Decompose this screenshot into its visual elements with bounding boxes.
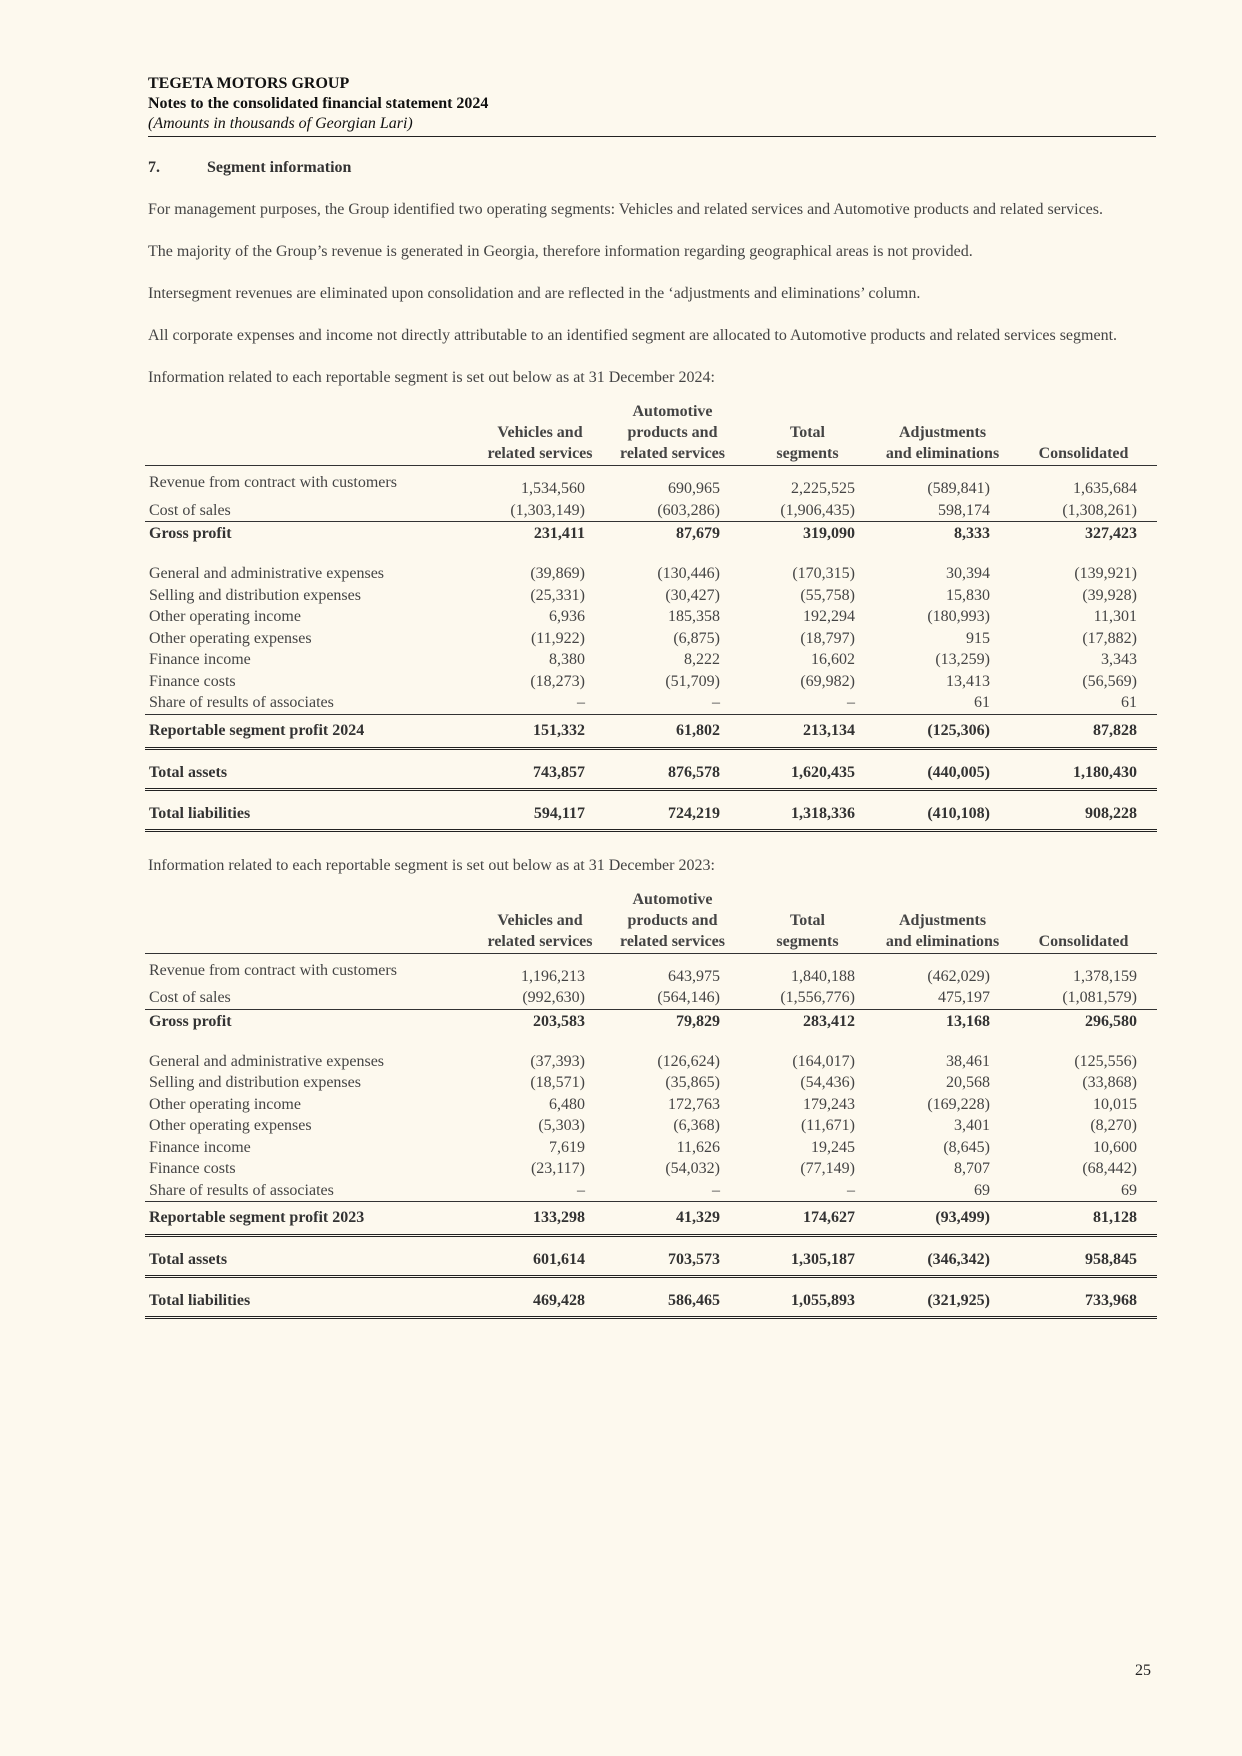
spacer-row: [145, 1033, 1157, 1051]
row-label: Gross profit: [149, 525, 232, 542]
cell-automotive: (54,032): [665, 1160, 720, 1177]
cell-adjustments: 20,568: [946, 1074, 990, 1091]
spacer-cell: [475, 545, 605, 563]
cell-automotive: 172,763: [668, 1095, 720, 1113]
cell-total-segments: (11,671): [800, 1117, 855, 1134]
cell-total-segments: –: [740, 1180, 875, 1202]
cell-automotive: 185,358: [668, 608, 720, 625]
paragraph-corporate: All corporate expenses and income not directly attributable to an identified segment are allocated to Automotive products and related services segment.: [148, 327, 1118, 344]
section-number: 7.: [148, 159, 160, 176]
cell-adjustments: (180,993): [927, 608, 990, 625]
spacer-cell: [475, 748, 605, 758]
spacer-row: [145, 789, 1157, 799]
cell-consolidated: 1,635,684: [1073, 480, 1137, 497]
row-label: Other operating income: [149, 1095, 301, 1113]
cell-automotive: 690,965: [668, 480, 720, 497]
segment-table: [145, 889, 1157, 1320]
column-header-adjustments: Adjustments and eliminations: [875, 401, 1010, 466]
cell-vehicles: (1,303,149): [475, 500, 605, 522]
cell-vehicles: –: [475, 1180, 605, 1202]
spacer-row: [145, 1236, 1157, 1246]
row-label: Other operating expenses: [149, 1117, 312, 1134]
spacer-cell: [145, 789, 475, 799]
spacer-cell: [1010, 789, 1157, 799]
row-label: Selling and distribution expenses: [149, 586, 361, 604]
spacer-cell: [605, 789, 740, 799]
column-header-total-segments: Total segments: [740, 401, 875, 466]
table-intro-2023: Information related to each reportable segment is set out below as at 31 December 2023:: [148, 856, 715, 874]
spacer-cell: [875, 1236, 1010, 1246]
cell-automotive: (126,624): [657, 1052, 720, 1070]
cell-adjustments: 13,413: [946, 672, 990, 690]
cell-adjustments: 598,174: [875, 500, 1010, 522]
cell-adjustments: 3,401: [954, 1117, 990, 1134]
table-row-ooi: [145, 1094, 1157, 1116]
row-label: Finance costs: [149, 1160, 236, 1177]
table-row-cost: [145, 500, 1157, 522]
cell-vehicles: –: [475, 692, 605, 714]
cell-consolidated: (125,556): [1074, 1052, 1137, 1070]
cell-consolidated: 958,845: [1010, 1245, 1157, 1277]
cell-automotive: 643,975: [668, 967, 720, 985]
cell-automotive: 87,679: [676, 525, 720, 542]
header-divider: [148, 136, 1156, 137]
cell-automotive: 876,578: [605, 758, 740, 790]
cell-consolidated: (39,928): [1082, 586, 1137, 604]
spacer-cell: [145, 1277, 475, 1287]
cell-vehicles: 203,583: [533, 1012, 585, 1030]
cell-total-segments: 1,305,187: [740, 1245, 875, 1277]
table-row-assoc: [145, 692, 1157, 714]
table-row-ooe: [145, 628, 1157, 650]
row-label: Reportable segment profit 2023: [145, 1202, 475, 1236]
cell-total-segments: 1,318,336: [740, 799, 875, 831]
cell-automotive: 8,222: [684, 651, 720, 668]
row-label: Finance income: [149, 651, 251, 668]
cell-total-segments: 319,090: [803, 525, 855, 542]
cell-vehicles: (37,393): [530, 1052, 585, 1070]
row-label: Cost of sales: [145, 500, 475, 522]
spacer-cell: [145, 1033, 475, 1051]
cell-vehicles: (23,117): [530, 1160, 585, 1177]
cell-vehicles: 743,857: [475, 758, 605, 790]
cell-total-segments: (55,758): [800, 586, 855, 604]
cell-consolidated: 296,580: [1085, 1012, 1137, 1030]
column-header-consolidated: Consolidated: [1010, 889, 1157, 954]
spacer-cell: [1010, 545, 1157, 563]
row-label: Total liabilities: [145, 799, 475, 831]
table-row-revenue: [145, 953, 1157, 987]
column-header-vehicles: Vehicles and related services: [475, 889, 605, 954]
cell-consolidated: (56,569): [1082, 672, 1137, 690]
cell-automotive: 41,329: [605, 1202, 740, 1236]
cell-vehicles: (5,303): [538, 1117, 585, 1134]
cell-vehicles: 469,428: [475, 1286, 605, 1318]
cell-adjustments: 69: [875, 1180, 1010, 1202]
cell-consolidated: (68,442): [1082, 1160, 1137, 1177]
cell-adjustments: (125,306): [875, 714, 1010, 748]
segment-table-2024: [148, 401, 1156, 832]
cell-vehicles: 7,619: [549, 1138, 585, 1156]
cell-automotive: (6,875): [673, 629, 720, 647]
company-name: TEGETA MOTORS GROUP: [148, 75, 350, 92]
cell-vehicles: 1,534,560: [521, 480, 585, 497]
cell-total-segments: 179,243: [803, 1095, 855, 1113]
cell-vehicles: 6,480: [549, 1095, 585, 1113]
column-header-total-segments: Total segments: [740, 889, 875, 954]
page-number: 25: [1135, 1662, 1151, 1679]
row-label: Total liabilities: [145, 1286, 475, 1318]
cell-total-segments: 19,245: [811, 1138, 855, 1156]
table-row-ga: [145, 1051, 1157, 1073]
cell-adjustments: 30,394: [946, 565, 990, 582]
cell-adjustments: (589,841): [927, 480, 990, 497]
cell-consolidated: 87,828: [1010, 714, 1157, 748]
cell-total-segments: 1,620,435: [740, 758, 875, 790]
spacer-cell: [1010, 748, 1157, 758]
cell-total-segments: (1,906,435): [740, 500, 875, 522]
cell-consolidated: 10,015: [1093, 1095, 1137, 1113]
cell-total-segments: 283,412: [803, 1012, 855, 1030]
column-header-consolidated: Consolidated: [1010, 401, 1157, 466]
spacer-row: [145, 545, 1157, 563]
table-row-fc: [145, 671, 1157, 693]
table-row-liabilities: [145, 799, 1157, 831]
paragraph-segments: For management purposes, the Group identified two operating segments: Vehicles and related services and Automotive products and related services.: [148, 201, 1103, 218]
row-label: General and administrative expenses: [149, 565, 385, 582]
spacer-cell: [1010, 1033, 1157, 1051]
cell-consolidated: 11,301: [1093, 608, 1137, 625]
column-header-automotive: Automotive products and related services: [605, 889, 740, 954]
cell-vehicles: (11,922): [530, 629, 585, 647]
cell-consolidated: (139,921): [1074, 565, 1137, 582]
row-label: Reportable segment profit 2024: [145, 714, 475, 748]
cell-adjustments: (346,342): [875, 1245, 1010, 1277]
row-label: Revenue from contract with customers: [149, 961, 397, 979]
table-row-gross: [145, 522, 1157, 546]
spacer-cell: [740, 1033, 875, 1051]
cell-adjustments: 475,197: [875, 987, 1010, 1009]
cell-adjustments: (321,925): [875, 1286, 1010, 1318]
cell-vehicles: 231,411: [533, 525, 585, 542]
cell-adjustments: (410,108): [875, 799, 1010, 831]
cell-total-segments: (170,315): [792, 565, 855, 582]
spacer-cell: [475, 789, 605, 799]
cell-consolidated: 1,378,159: [1073, 967, 1137, 985]
cell-vehicles: (25,331): [530, 586, 585, 604]
cell-consolidated: 733,968: [1010, 1286, 1157, 1318]
cell-automotive: –: [605, 692, 740, 714]
table-row-assoc: [145, 1180, 1157, 1202]
cell-vehicles: (992,630): [475, 987, 605, 1009]
cell-automotive: 61,802: [605, 714, 740, 748]
spacer-cell: [875, 1277, 1010, 1287]
segment-table: [145, 401, 1157, 832]
page-header: [148, 74, 1156, 137]
cell-total-segments: (54,436): [800, 1074, 855, 1091]
spacer-cell: [875, 545, 1010, 563]
cell-automotive: 724,219: [605, 799, 740, 831]
row-label: Cost of sales: [145, 987, 475, 1009]
spacer-row: [145, 1277, 1157, 1287]
cell-adjustments: (8,645): [943, 1138, 990, 1156]
table-row-sd: [145, 1072, 1157, 1094]
table-row-gross: [145, 1009, 1157, 1033]
cell-total-segments: –: [740, 692, 875, 714]
cell-vehicles: (18,571): [530, 1074, 585, 1091]
amounts-note: (Amounts in thousands of Georgian Lari): [148, 115, 413, 132]
cell-automotive: 11,626: [676, 1138, 720, 1156]
row-label: Finance income: [149, 1138, 251, 1156]
cell-automotive: (603,286): [605, 500, 740, 522]
table-row-assets: [145, 758, 1157, 790]
spacer-cell: [740, 789, 875, 799]
spacer-cell: [740, 545, 875, 563]
cell-vehicles: 151,332: [475, 714, 605, 748]
spacer-cell: [875, 789, 1010, 799]
row-label: Other operating expenses: [149, 629, 312, 647]
spacer-cell: [740, 1236, 875, 1246]
table-row-sd: [145, 585, 1157, 607]
row-label: Share of results of associates: [145, 692, 475, 714]
table-row-ga: [145, 563, 1157, 585]
cell-adjustments: (13,259): [935, 651, 990, 668]
table-row-profit: [145, 714, 1157, 748]
spacer-cell: [605, 1236, 740, 1246]
spacer-cell: [475, 1236, 605, 1246]
cell-adjustments: 61: [875, 692, 1010, 714]
cell-total-segments: 1,055,893: [740, 1286, 875, 1318]
cell-consolidated: (17,882): [1082, 629, 1137, 647]
segment-table-2023: [148, 889, 1156, 1320]
cell-automotive: (6,368): [673, 1117, 720, 1134]
row-label: Other operating income: [149, 608, 301, 625]
section-heading: [148, 159, 1156, 177]
cell-automotive: 703,573: [605, 1245, 740, 1277]
cell-consolidated: 81,128: [1010, 1202, 1157, 1236]
cell-adjustments: (440,005): [875, 758, 1010, 790]
table-row-ooi: [145, 606, 1157, 628]
cell-consolidated: (33,868): [1082, 1074, 1137, 1091]
cell-vehicles: 601,614: [475, 1245, 605, 1277]
cell-vehicles: (18,273): [530, 672, 585, 690]
cell-adjustments: (169,228): [927, 1095, 990, 1113]
row-label: Total assets: [145, 758, 475, 790]
cell-vehicles: (39,869): [530, 565, 585, 582]
row-label: Gross profit: [149, 1012, 232, 1030]
cell-adjustments: 8,707: [954, 1160, 990, 1177]
cell-total-segments: 213,134: [740, 714, 875, 748]
cell-consolidated: (8,270): [1090, 1117, 1137, 1134]
document-title: Notes to the consolidated financial statement 2024: [148, 95, 489, 112]
cell-consolidated: 61: [1010, 692, 1157, 714]
cell-total-segments: (164,017): [792, 1052, 855, 1070]
header-blank: [145, 401, 475, 466]
column-header-automotive: Automotive products and related services: [605, 401, 740, 466]
spacer-cell: [1010, 1277, 1157, 1287]
cell-total-segments: 174,627: [740, 1202, 875, 1236]
cell-total-segments: (69,982): [800, 672, 855, 690]
cell-automotive: 586,465: [605, 1286, 740, 1318]
row-label: General and administrative expenses: [149, 1052, 385, 1070]
table-row-fi: [145, 1137, 1157, 1159]
spacer-cell: [605, 545, 740, 563]
cell-automotive: (51,709): [665, 672, 720, 690]
document-page: [148, 74, 1156, 1319]
cell-total-segments: (18,797): [800, 629, 855, 647]
row-label: Finance costs: [149, 672, 236, 690]
cell-adjustments: 915: [966, 629, 990, 647]
cell-total-segments: 16,602: [811, 651, 855, 668]
cell-vehicles: 133,298: [475, 1202, 605, 1236]
cell-adjustments: (93,499): [875, 1202, 1010, 1236]
cell-vehicles: 594,117: [475, 799, 605, 831]
table-row-profit: [145, 1202, 1157, 1236]
row-label: Total assets: [145, 1245, 475, 1277]
cell-consolidated: (1,308,261): [1010, 500, 1157, 522]
spacer-cell: [605, 1033, 740, 1051]
cell-total-segments: 2,225,525: [791, 480, 855, 497]
spacer-cell: [740, 748, 875, 758]
paragraph-geography: The majority of the Group’s revenue is generated in Georgia, therefore information regarding geographical areas is not provided.: [148, 243, 973, 260]
cell-vehicles: 1,196,213: [521, 967, 585, 985]
cell-adjustments: 8,333: [954, 525, 990, 542]
row-label: Revenue from contract with customers: [149, 474, 397, 491]
row-label: Selling and distribution expenses: [149, 1074, 361, 1091]
table-row-liabilities: [145, 1286, 1157, 1318]
spacer-cell: [875, 748, 1010, 758]
cell-total-segments: 192,294: [803, 608, 855, 625]
spacer-cell: [475, 1277, 605, 1287]
column-header-adjustments: Adjustments and eliminations: [875, 889, 1010, 954]
cell-consolidated: (1,081,579): [1010, 987, 1157, 1009]
cell-automotive: (130,446): [657, 565, 720, 582]
spacer-cell: [605, 748, 740, 758]
table-row-fc: [145, 1158, 1157, 1180]
column-header-vehicles: Vehicles and related services: [475, 401, 605, 466]
header-blank: [145, 889, 475, 954]
cell-automotive: 79,829: [676, 1012, 720, 1030]
cell-adjustments: 15,830: [946, 586, 990, 604]
cell-consolidated: 908,228: [1010, 799, 1157, 831]
cell-vehicles: 6,936: [549, 608, 585, 625]
spacer-cell: [875, 1033, 1010, 1051]
cell-adjustments: 38,461: [946, 1052, 990, 1070]
table-row-cost: [145, 987, 1157, 1009]
cell-automotive: (30,427): [665, 586, 720, 604]
cell-consolidated: 10,600: [1093, 1138, 1137, 1156]
cell-consolidated: 1,180,430: [1010, 758, 1157, 790]
cell-automotive: (564,146): [605, 987, 740, 1009]
cell-vehicles: 8,380: [549, 651, 585, 668]
cell-total-segments: 1,840,188: [791, 967, 855, 985]
table-intro-2024: Information related to each reportable segment is set out below as at 31 December 2024:: [148, 369, 715, 386]
spacer-cell: [475, 1033, 605, 1051]
cell-adjustments: (462,029): [927, 967, 990, 985]
table-row-fi: [145, 649, 1157, 671]
cell-automotive: (35,865): [665, 1074, 720, 1091]
cell-automotive: –: [605, 1180, 740, 1202]
section-title: Segment information: [207, 159, 352, 176]
spacer-cell: [145, 1236, 475, 1246]
spacer-row: [145, 748, 1157, 758]
cell-total-segments: (77,149): [800, 1160, 855, 1177]
spacer-cell: [145, 545, 475, 563]
cell-adjustments: 13,168: [946, 1012, 990, 1030]
row-label: Share of results of associates: [145, 1180, 475, 1202]
cell-total-segments: (1,556,776): [740, 987, 875, 1009]
cell-consolidated: 69: [1010, 1180, 1157, 1202]
spacer-cell: [145, 748, 475, 758]
table-row-assets: [145, 1245, 1157, 1277]
cell-consolidated: 3,343: [1101, 651, 1137, 668]
cell-consolidated: 327,423: [1085, 525, 1137, 542]
spacer-cell: [1010, 1236, 1157, 1246]
spacer-cell: [740, 1277, 875, 1287]
table-row-revenue: [145, 466, 1157, 500]
spacer-cell: [605, 1277, 740, 1287]
paragraph-intersegment: Intersegment revenues are eliminated upon consolidation and are reflected in the ‘adjustments and eliminations’ column.: [148, 285, 921, 302]
table-row-ooe: [145, 1115, 1157, 1137]
